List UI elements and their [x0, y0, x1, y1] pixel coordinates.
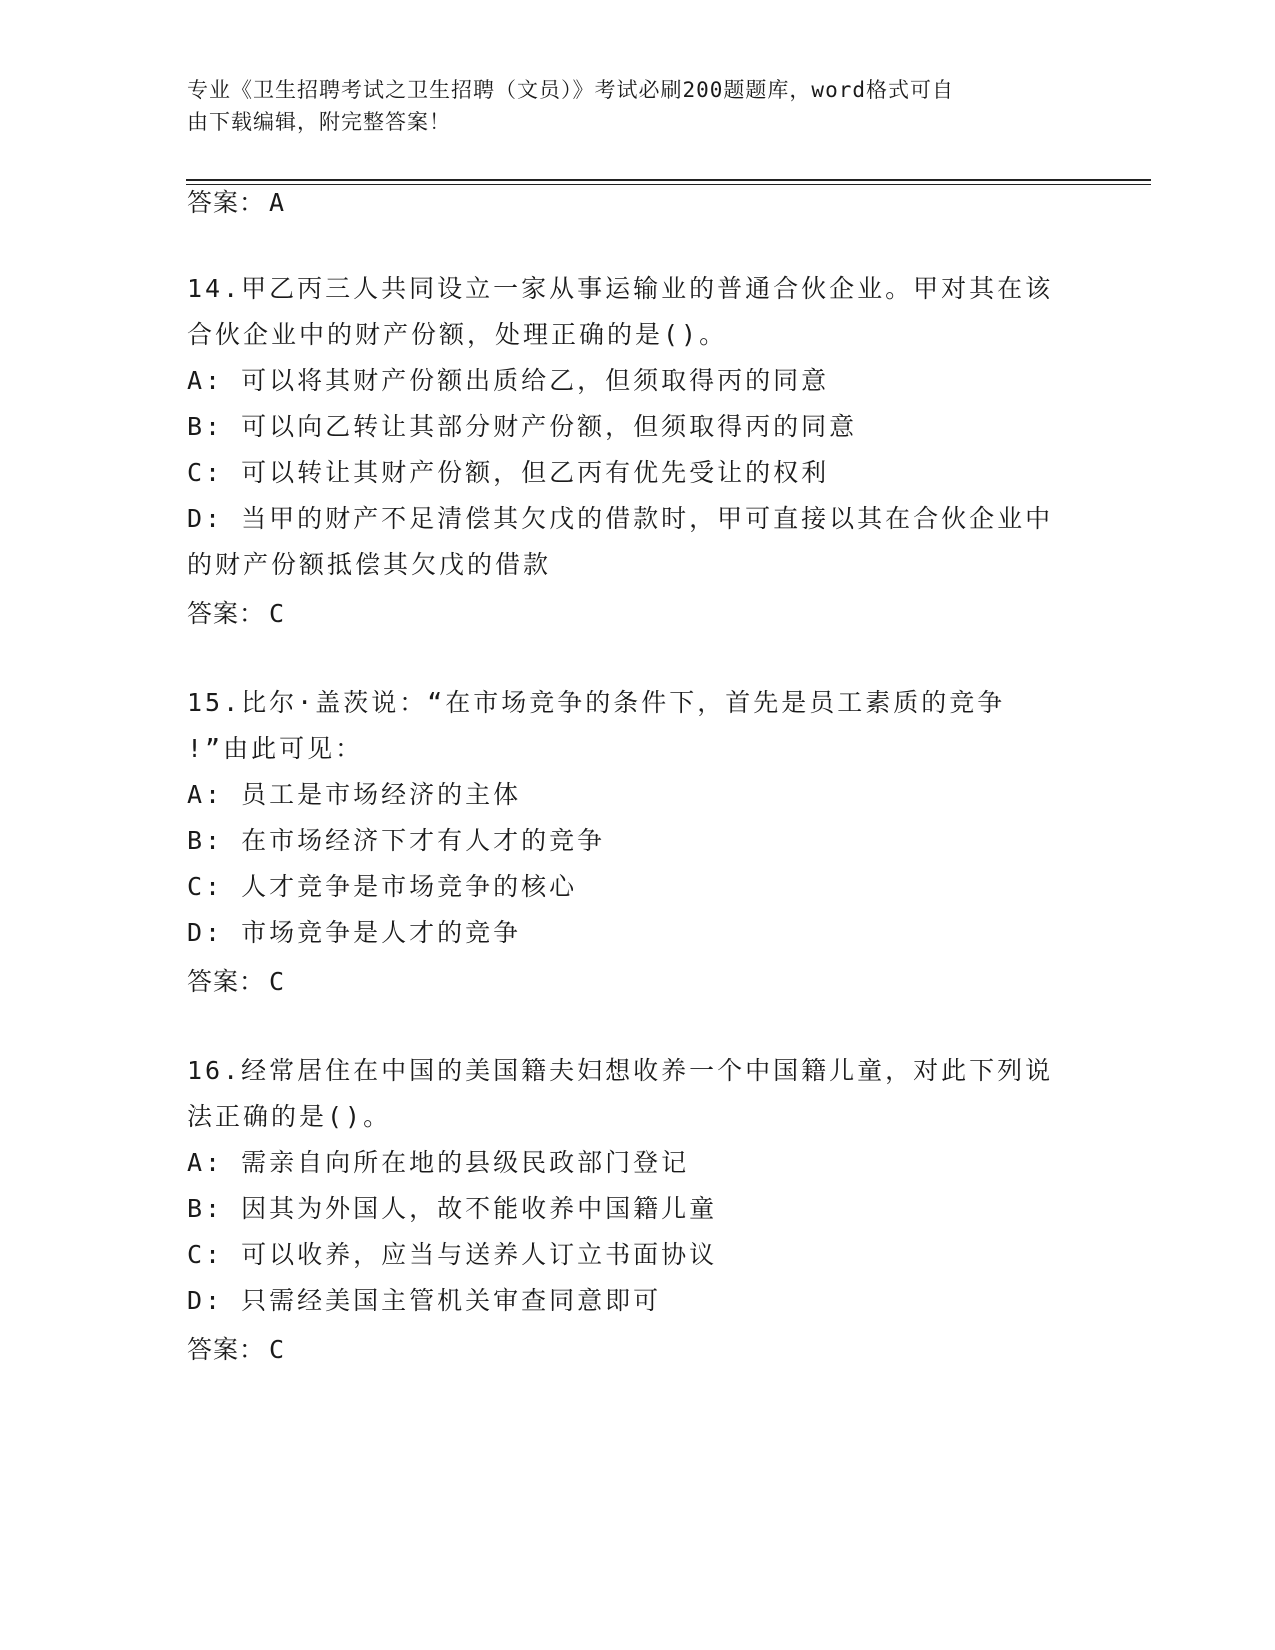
question-16 — [187, 1048, 1087, 1324]
option-d: D: 市场竞争是人才的竞争 — [187, 918, 522, 947]
question-stem-line: 法正确的是()。 — [187, 1102, 392, 1131]
question-stem-line: 16.经常居住在中国的美国籍夫妇想收养一个中国籍儿童，对此下列说 — [187, 1056, 1054, 1085]
answer-value: C — [269, 967, 285, 996]
answer-line — [187, 965, 284, 999]
answer-label: 答案： — [187, 599, 266, 628]
answer-label: 答案： — [187, 188, 266, 217]
answer-value: C — [269, 599, 285, 628]
document-header — [187, 74, 1087, 138]
option-a: A: 需亲自向所在地的县级民政部门登记 — [187, 1148, 690, 1177]
header-divider-thick — [186, 179, 1151, 181]
option-d-continued: 的财产份额抵偿其欠戊的借款 — [187, 550, 552, 579]
option-a: A: 员工是市场经济的主体 — [187, 780, 522, 809]
answer-label: 答案： — [187, 967, 266, 996]
question-stem-line: !”由此可见： — [187, 734, 364, 763]
answer-line — [187, 186, 284, 220]
option-b: B: 可以向乙转让其部分财产份额，但须取得丙的同意 — [187, 412, 858, 441]
header-divider-thin — [186, 184, 1151, 185]
answer-label: 答案： — [187, 1335, 266, 1364]
option-b: B: 在市场经济下才有人才的竞争 — [187, 826, 606, 855]
question-stem-line: 合伙企业中的财产份额，处理正确的是()。 — [187, 320, 728, 349]
option-b: B: 因其为外国人，故不能收养中国籍儿童 — [187, 1194, 718, 1223]
answer-line — [187, 1333, 284, 1367]
option-d: D: 当甲的财产不足清偿其欠戊的借款时，甲可直接以其在合伙企业中 — [187, 504, 1054, 533]
question-15 — [187, 680, 1087, 956]
option-c: C: 可以转让其财产份额，但乙丙有优先受让的权利 — [187, 458, 830, 487]
header-line-2: 由下载编辑，附完整答案！ — [187, 110, 451, 134]
option-d: D: 只需经美国主管机关审查同意即可 — [187, 1286, 662, 1315]
option-c: C: 可以收养，应当与送养人订立书面协议 — [187, 1240, 718, 1269]
answer-value: C — [269, 1335, 285, 1364]
question-14 — [187, 266, 1087, 588]
option-c: C: 人才竞争是市场竞争的核心 — [187, 872, 578, 901]
header-line-1: 专业《卫生招聘考试之卫生招聘（文员）》考试必刷200题题库，word格式可自 — [187, 78, 954, 102]
answer-line — [187, 597, 284, 631]
option-a: A: 可以将其财产份额出质给乙，但须取得丙的同意 — [187, 366, 830, 395]
question-stem-line: 14.甲乙丙三人共同设立一家从事运输业的普通合伙企业。甲对其在该 — [187, 274, 1054, 303]
answer-value: A — [269, 188, 285, 217]
question-stem-line: 15.比尔·盖茨说：“在市场竞争的条件下，首先是员工素质的竞争 — [187, 688, 1006, 717]
